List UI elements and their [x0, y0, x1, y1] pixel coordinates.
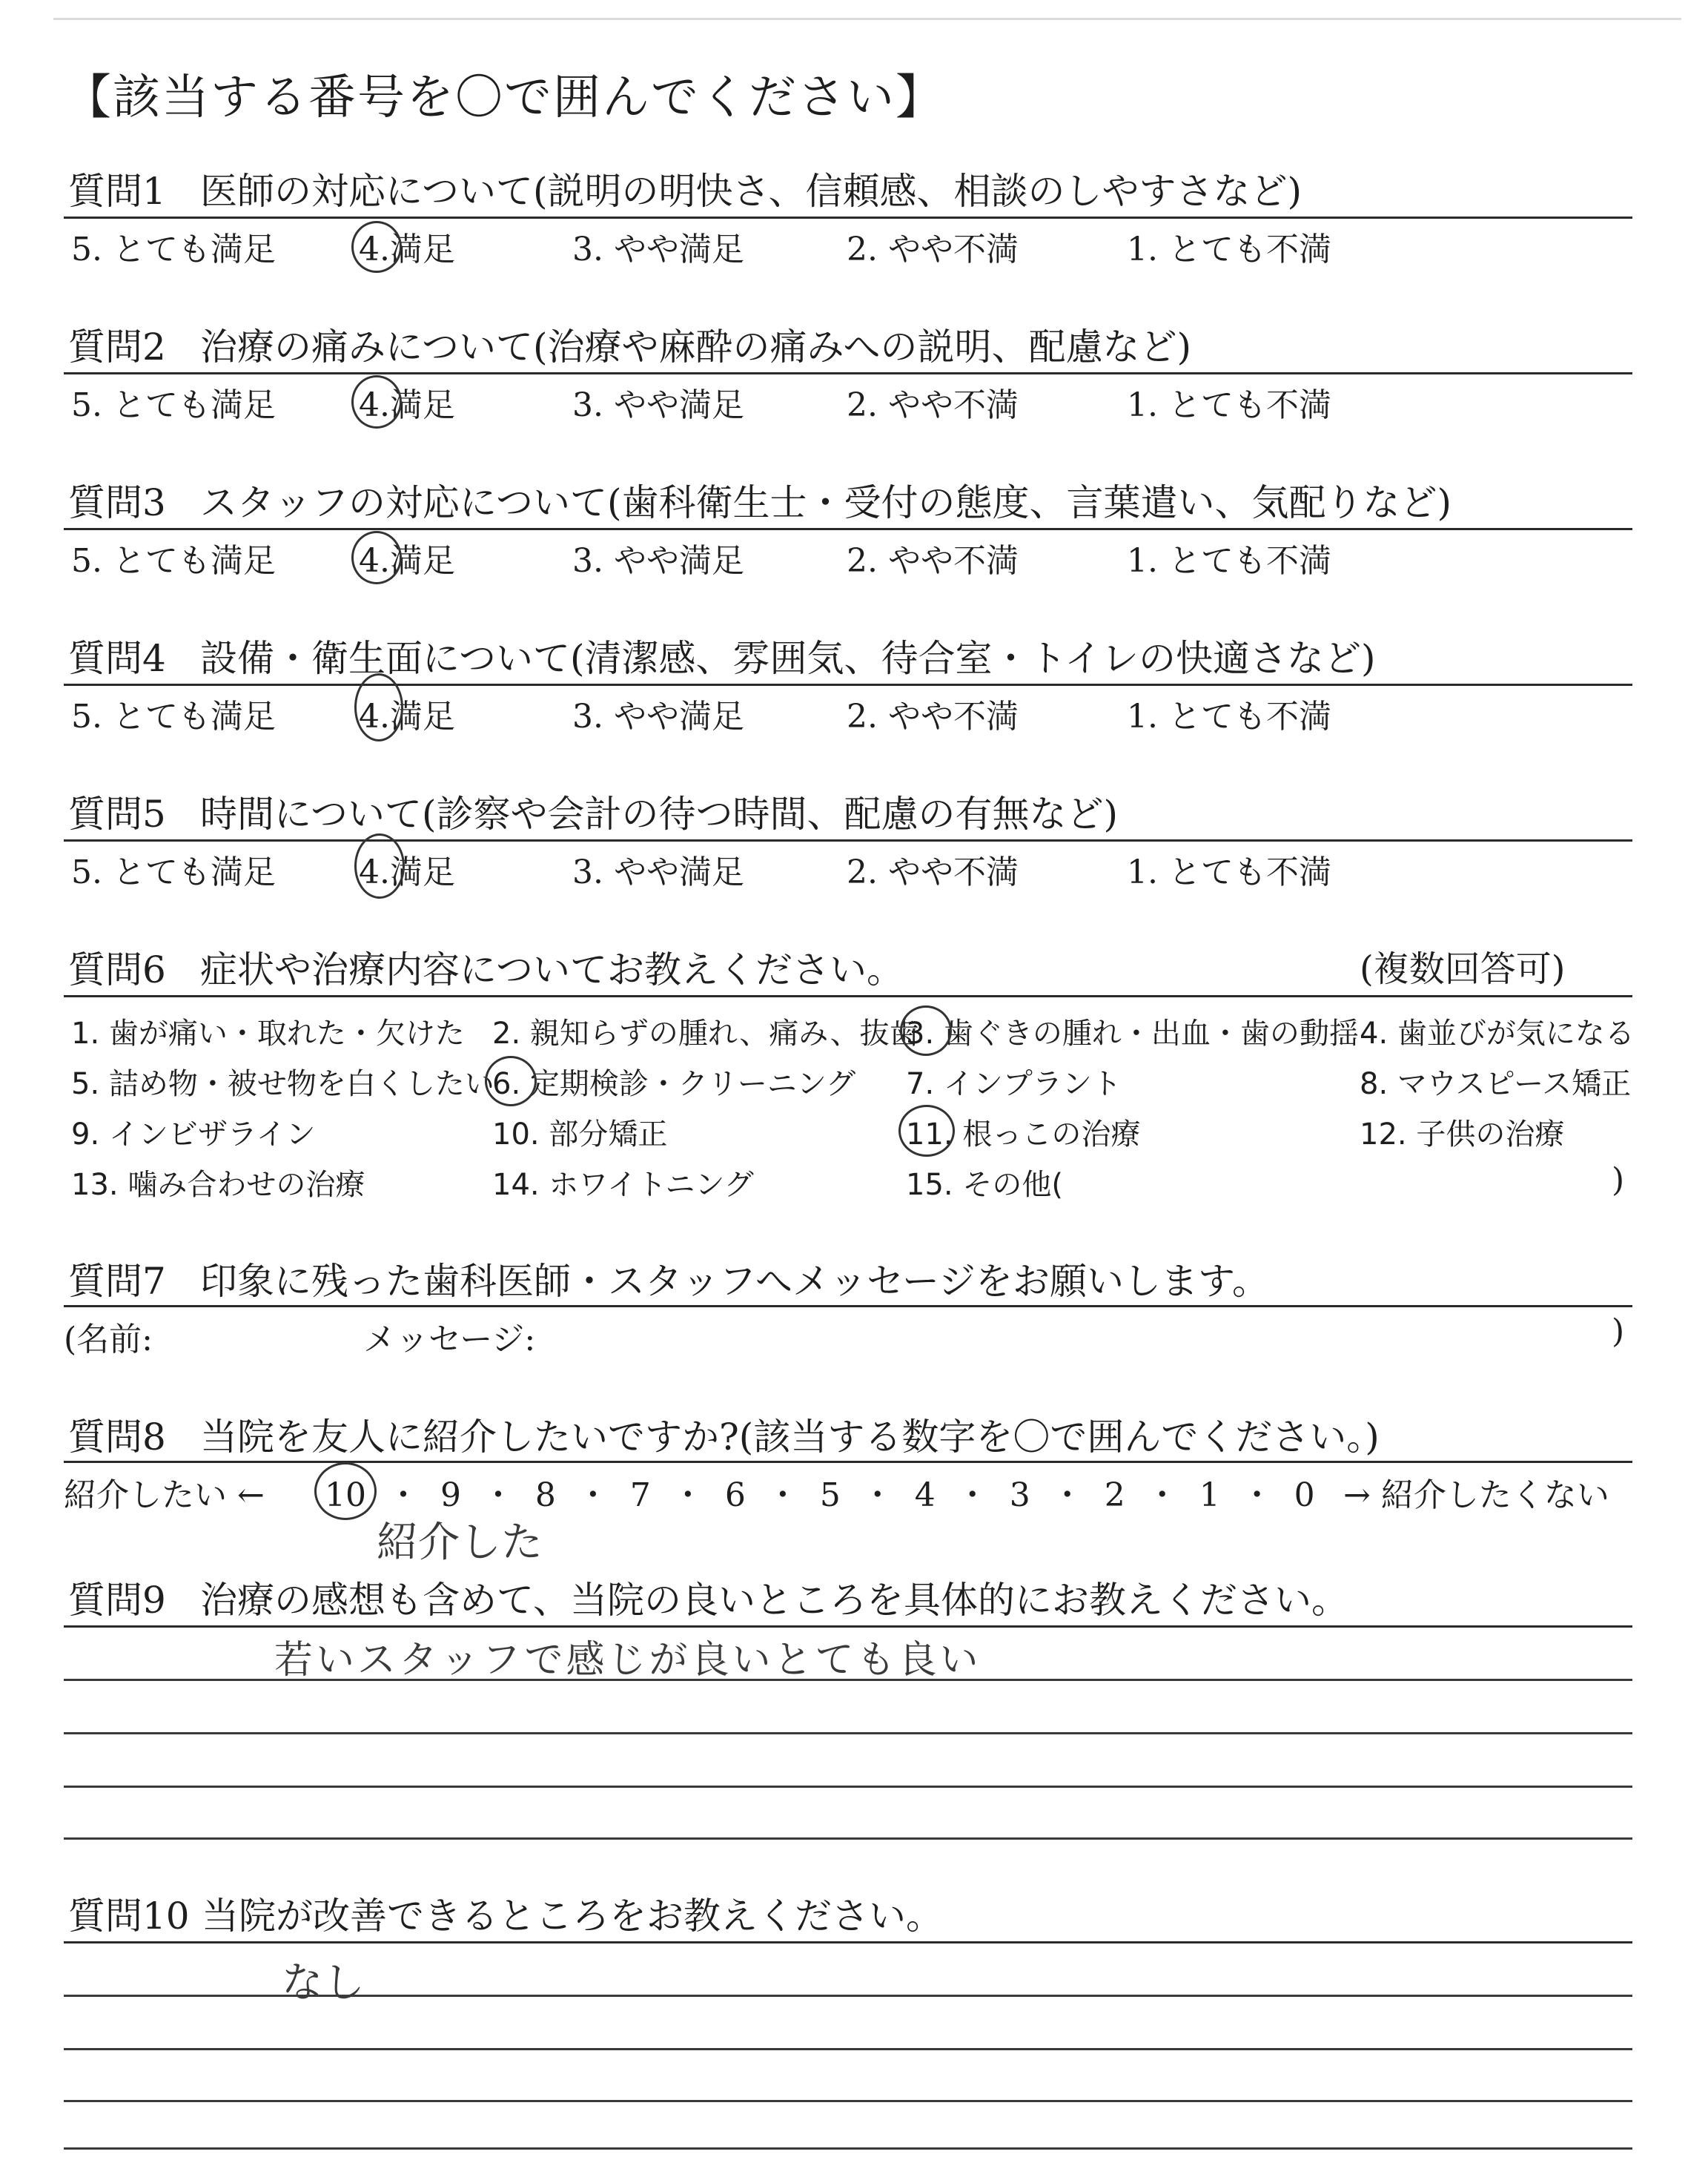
question-10-number: 質問10	[68, 1895, 190, 1938]
q3-option-3[interactable]: 3. やや満足	[572, 542, 744, 580]
q3-option-4[interactable]: 4.満足	[359, 542, 455, 580]
q7-close-paren: )	[1612, 1312, 1625, 1350]
q6-option-1[interactable]: 1. 歯が痛い・取れた・欠けた	[71, 1017, 465, 1051]
q10-line-5	[64, 2147, 1632, 2150]
question-5-text: 時間について(診察や会計の待つ時間、配慮の有無など)	[200, 793, 1119, 836]
q9-line-3	[64, 1732, 1632, 1734]
question-2-number: 質問2	[68, 326, 166, 369]
q9-line-5	[64, 1837, 1632, 1840]
q6-option-6[interactable]: 6. 定期検診・クリーニング	[492, 1067, 856, 1101]
question-6-rule	[64, 995, 1632, 997]
question-4-number: 質問4	[68, 637, 166, 680]
multiple-answers-note: (複数回答可)	[1360, 948, 1566, 990]
question-3-rule	[64, 528, 1632, 530]
q1-option-1[interactable]: 1. とても不満	[1127, 231, 1331, 268]
q9-line-4	[64, 1786, 1632, 1788]
q6-option-10[interactable]: 10. 部分矯正	[492, 1117, 668, 1152]
q6-option-8[interactable]: 8. マウスピース矯正	[1360, 1067, 1632, 1101]
q6-option-4[interactable]: 4. 歯並びが気になる	[1360, 1017, 1635, 1051]
question-2-text: 治療の痛みについて(治療や麻酔の痛みへの説明、配慮など)	[200, 326, 1192, 369]
question-4-text: 設備・衛生面について(清潔感、雰囲気、待合室・トイレの快適さなど)	[200, 637, 1376, 680]
q2-option-2[interactable]: 2. やや不満	[847, 386, 1019, 424]
q6-option-15[interactable]: 15. その他(	[906, 1168, 1063, 1202]
q10-line-4	[64, 2100, 1632, 2102]
q8-handwritten-note: 紹介した	[377, 1519, 543, 1567]
recommend-right-label: → 紹介したくない	[1343, 1476, 1609, 1514]
q6-option-9[interactable]: 9. インビザライン	[71, 1117, 316, 1152]
question-4-title	[68, 629, 1376, 682]
q6-option-13[interactable]: 13. 噛み合わせの治療	[71, 1168, 365, 1202]
q6-option-5[interactable]: 5. 詰め物・被せ物を白くしたい	[71, 1067, 494, 1101]
question-3-title	[68, 473, 1452, 526]
question-2-rule	[64, 372, 1632, 374]
question-7-text: 印象に残った歯科医師・スタッフへメッセージをお願いします。	[200, 1260, 1269, 1303]
question-7-number: 質問7	[68, 1260, 166, 1303]
question-1-title	[68, 162, 1302, 215]
q2-option-5[interactable]: 5. とても満足	[71, 386, 276, 424]
q4-option-3[interactable]: 3. やや満足	[572, 698, 744, 736]
question-6-text: 症状や治療内容についてお教えください。	[200, 948, 904, 991]
q6-option-12[interactable]: 12. 子供の治療	[1360, 1117, 1565, 1152]
question-5-number: 質問5	[68, 793, 166, 836]
q3-option-2[interactable]: 2. やや不満	[847, 542, 1019, 580]
q10-line-3	[64, 2048, 1632, 2050]
q3-option-1[interactable]: 1. とても不満	[1127, 542, 1331, 580]
q2-option-4[interactable]: 4.満足	[359, 386, 455, 424]
form-heading: 【該当する番号を〇で囲んでください】	[64, 70, 944, 125]
question-6-title	[68, 940, 904, 994]
q4-option-4[interactable]: 4.満足	[359, 698, 455, 736]
q9-handwritten-answer: 若いスタッフで感じが良いとても良い	[274, 1638, 982, 1682]
q6-option-14[interactable]: 14. ホワイトニング	[492, 1168, 754, 1202]
question-8-text: 当院を友人に紹介したいですか?(該当する数字を〇で囲んでください。)	[200, 1416, 1380, 1459]
question-9-text: 治療の感想も含めて、当院の良いところを具体的にお教えください。	[200, 1579, 1348, 1622]
q1-option-3[interactable]: 3. やや満足	[572, 231, 744, 268]
q5-option-4[interactable]: 4.満足	[359, 853, 455, 891]
q4-option-1[interactable]: 1. とても不満	[1127, 698, 1331, 736]
question-8-number: 質問8	[68, 1416, 166, 1459]
question-9-number: 質問9	[68, 1579, 166, 1622]
recommend-left-label: 紹介したい ←	[64, 1476, 265, 1514]
question-7-title	[68, 1252, 1269, 1305]
q10-line-1	[64, 1941, 1632, 1943]
question-10-title	[68, 1886, 943, 1940]
q6-option-2[interactable]: 2. 親知らずの腫れ、痛み、抜歯	[492, 1017, 919, 1051]
question-1-text: 医師の対応について(説明の明快さ、信頼感、相談のしやすさなど)	[200, 170, 1302, 213]
q7-message-label: メッセージ:	[363, 1321, 536, 1358]
q3-option-5[interactable]: 5. とても満足	[71, 542, 276, 580]
q5-option-3[interactable]: 3. やや満足	[572, 853, 744, 891]
question-2-title	[68, 317, 1191, 371]
question-8-title	[68, 1407, 1380, 1461]
question-9-title	[68, 1571, 1348, 1624]
question-1-number: 質問1	[68, 170, 166, 213]
recommend-scale[interactable]: 10 ・ 9 ・ 8 ・ 7 ・ 6 ・ 5 ・ 4 ・ 3 ・ 2 ・ 1 ・ 0	[325, 1476, 1315, 1514]
q1-option-2[interactable]: 2. やや不満	[847, 231, 1019, 268]
question-3-number: 質問3	[68, 481, 166, 524]
q7-name-label: (名前:	[64, 1321, 153, 1358]
q6-option-3[interactable]: 3. 歯ぐきの腫れ・出血・歯の動揺	[906, 1017, 1359, 1051]
q2-option-1[interactable]: 1. とても不満	[1127, 386, 1331, 424]
q6-option-7[interactable]: 7. インプラント	[906, 1067, 1122, 1101]
q10-handwritten-answer: なし	[282, 1959, 365, 2007]
question-4-rule	[64, 684, 1632, 686]
q1-option-5[interactable]: 5. とても満足	[71, 231, 276, 268]
q9-line-1	[64, 1625, 1632, 1628]
question-10-text: 当院が改善できるところをお教えください。	[202, 1895, 943, 1938]
question-7-rule	[64, 1305, 1632, 1307]
q4-option-5[interactable]: 5. とても満足	[71, 698, 276, 736]
question-5-title	[68, 785, 1118, 838]
q6-other-close-paren: )	[1612, 1161, 1625, 1199]
question-1-rule	[64, 217, 1632, 219]
q5-option-5[interactable]: 5. とても満足	[71, 853, 276, 891]
question-8-rule	[64, 1461, 1632, 1463]
question-5-rule	[64, 839, 1632, 842]
q1-option-4[interactable]: 4.満足	[359, 231, 455, 268]
q4-option-2[interactable]: 2. やや不満	[847, 698, 1019, 736]
q6-option-11[interactable]: 11. 根っこの治療	[906, 1117, 1141, 1152]
question-3-text: スタッフの対応について(歯科衛生士・受付の態度、言葉遣い、気配りなど)	[200, 481, 1452, 524]
question-6-number: 質問6	[68, 948, 166, 991]
q2-option-3[interactable]: 3. やや満足	[572, 386, 744, 424]
q5-option-2[interactable]: 2. やや不満	[847, 853, 1019, 891]
q5-option-1[interactable]: 1. とても不満	[1127, 853, 1331, 891]
